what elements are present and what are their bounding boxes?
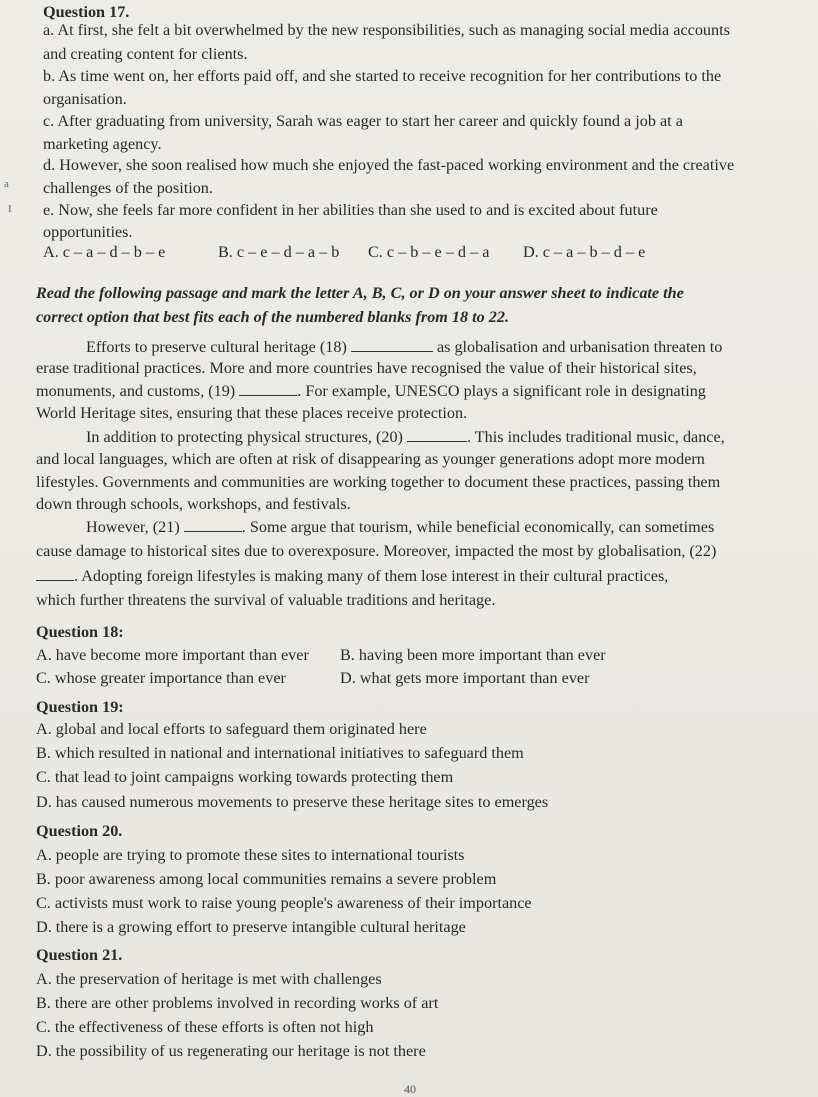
- q20-option-b[interactable]: B. poor awareness among local communities remains a severe problem: [36, 870, 497, 888]
- q17-option-c[interactable]: C. c – b – e – d – a: [368, 243, 490, 261]
- q18-option-d[interactable]: D. what gets more important than ever: [340, 669, 590, 687]
- q19-option-b[interactable]: B. which resulted in national and international initiatives to safeguard them: [36, 744, 524, 762]
- passage-p2-line4: down through schools, workshops, and festivals.: [36, 495, 351, 513]
- passage-p2-line1-start: In addition to protecting physical structures, (20): [86, 428, 407, 446]
- q20-option-a[interactable]: A. people are trying to promote these sites to international tourists: [36, 846, 465, 864]
- blank-21[interactable]: [184, 517, 242, 532]
- page-number: 40: [404, 1082, 416, 1096]
- q21-title: Question 21.: [36, 946, 123, 964]
- passage-p3-line1: [86, 517, 818, 537]
- q17-item-a-line2: and creating content for clients.: [43, 45, 248, 63]
- q21-option-c[interactable]: C. the effectiveness of these efforts is often not high: [36, 1018, 374, 1036]
- passage-p1-line1-start: Efforts to preserve cultural heritage (18): [86, 338, 351, 356]
- q20-option-d[interactable]: D. there is a growing effort to preserve intangible cultural heritage: [36, 918, 466, 936]
- passage-p3-line2: cause damage to historical sites due to overexposure. Moreover, impacted the most by globalisation, (22): [36, 542, 717, 560]
- passage-p3-line4: which further threatens the survival of valuable traditions and heritage.: [36, 591, 496, 609]
- q18-option-c[interactable]: C. whose greater importance than ever: [36, 669, 286, 687]
- q19-option-d[interactable]: D. has caused numerous movements to preserve these heritage sites to emerges: [36, 793, 549, 811]
- q17-item-b-line1: b. As time went on, her efforts paid off, and she started to receive recognition for her contributions to the: [43, 67, 722, 85]
- passage-p3-line3-text: . Adopting foreign lifestyles is making many of them lose interest in their cultural practices,: [74, 567, 669, 585]
- q17-option-a[interactable]: A. c – a – d – b – e: [43, 243, 166, 261]
- passage-p1-line3: [36, 381, 818, 401]
- passage-p1-line1: [86, 337, 818, 357]
- instruction-line1: Read the following passage and mark the letter A, B, C, or D on your answer sheet to indicate the: [36, 284, 684, 302]
- q17-item-e-line1: e. Now, she feels far more confident in her abilities than she used to and is excited about future: [43, 201, 658, 219]
- passage-p1-line1-end: as globalisation and urbanisation threaten to: [432, 338, 723, 356]
- q18-option-b[interactable]: B. having been more important than ever: [340, 646, 606, 664]
- q17-item-e-line2: opportunities.: [43, 223, 133, 241]
- q20-title: Question 20.: [36, 822, 123, 840]
- blank-18[interactable]: [351, 337, 433, 352]
- q17-item-a-line1: a. At first, she felt a bit overwhelmed by the new responsibilities, such as managing social media accounts: [43, 21, 730, 39]
- margin-mark-a: a: [4, 178, 9, 190]
- passage-p1-line3-start: monuments, and customs, (19): [36, 382, 240, 400]
- passage-p2-line3: lifestyles. Governments and communities are working together to document these practices, passing them: [36, 473, 721, 491]
- blank-20[interactable]: [407, 427, 467, 442]
- passage-p3-line3: [36, 566, 818, 586]
- passage-p2-line1: [86, 427, 818, 447]
- passage-p3-line1-end: . Some argue that tourism, while beneficial economically, can sometimes: [241, 518, 715, 536]
- q20-option-c[interactable]: C. activists must work to raise young people's awareness of their importance: [36, 894, 532, 912]
- q21-option-d[interactable]: D. the possibility of us regenerating our heritage is not there: [36, 1042, 426, 1060]
- passage-p2-line2: and local languages, which are often at risk of disappearing as younger generations adopt more modern: [36, 450, 705, 468]
- q17-item-d-line1: d. However, she soon realised how much she enjoyed the fast-paced working environment and the creative: [43, 156, 735, 174]
- passage-p1-line3-end: . For example, UNESCO plays a significant role in designating: [297, 382, 706, 400]
- q17-title: Question 17.: [43, 3, 130, 21]
- q21-option-a[interactable]: A. the preservation of heritage is met with challenges: [36, 970, 382, 988]
- q17-item-d-line2: challenges of the position.: [43, 179, 213, 197]
- blank-22[interactable]: [36, 566, 74, 581]
- passage-p2-line1-end: . This includes traditional music, dance,: [466, 428, 725, 446]
- blank-19[interactable]: [239, 381, 297, 396]
- q18-option-a[interactable]: A. have become more important than ever: [36, 646, 309, 664]
- q17-item-c-line1: c. After graduating from university, Sarah was eager to start her career and quickly found a job at a: [43, 112, 683, 130]
- margin-mark-i: I: [8, 203, 12, 215]
- passage-p1-line4: World Heritage sites, ensuring that these places receive protection.: [36, 404, 468, 422]
- q17-item-c-line2: marketing agency.: [43, 135, 162, 153]
- q18-title: Question 18:: [36, 623, 124, 641]
- q17-item-b-line2: organisation.: [43, 90, 127, 108]
- instruction-line2: correct option that best fits each of the numbered blanks from 18 to 22.: [36, 308, 510, 326]
- q19-title: Question 19:: [36, 698, 124, 716]
- q17-option-d[interactable]: D. c – a – b – d – e: [523, 243, 646, 261]
- passage-p1-line2: erase traditional practices. More and more countries have recognised the value of their historical sites,: [36, 359, 697, 377]
- q19-option-c[interactable]: C. that lead to joint campaigns working towards protecting them: [36, 768, 454, 786]
- passage-p3-line1-start: However, (21): [86, 518, 184, 536]
- q21-option-b[interactable]: B. there are other problems involved in recording works of art: [36, 994, 439, 1012]
- q17-option-b[interactable]: B. c – e – d – a – b: [218, 243, 340, 261]
- q19-option-a[interactable]: A. global and local efforts to safeguard them originated here: [36, 720, 427, 738]
